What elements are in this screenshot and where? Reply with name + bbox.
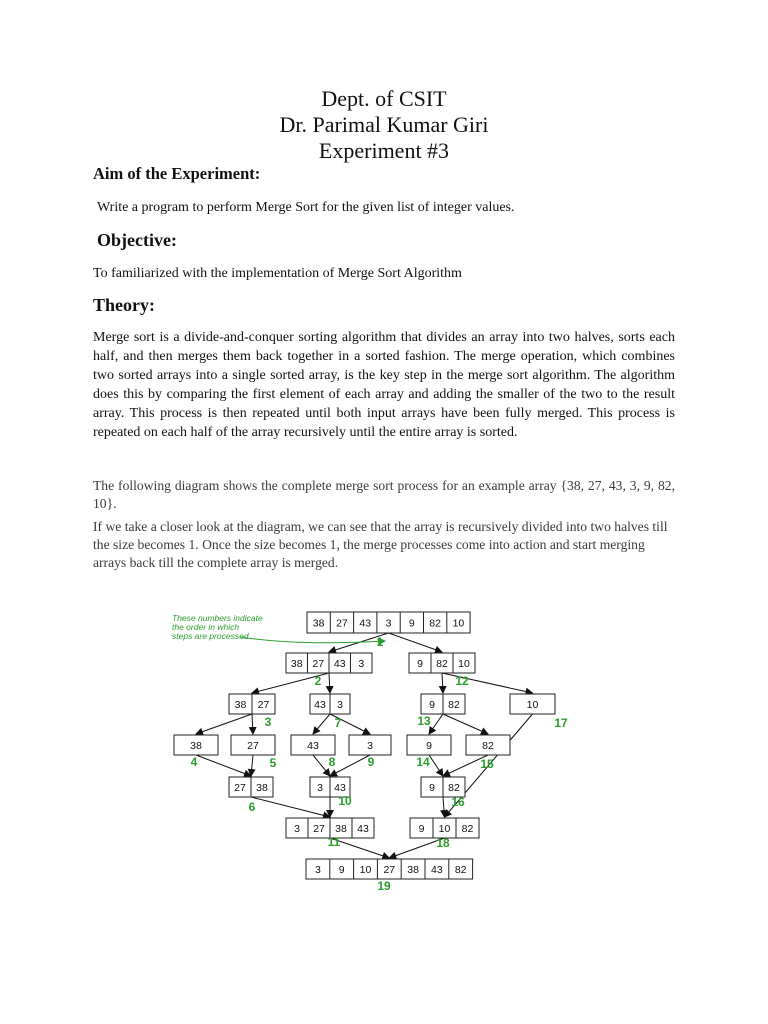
array-cell-value: 10	[452, 617, 465, 630]
step-number-14: 14	[416, 755, 430, 769]
array-cell-value: 9	[429, 699, 435, 711]
array-box-RLL	[407, 735, 451, 755]
array-box-LR	[310, 694, 350, 714]
step-number-8: 8	[328, 755, 336, 769]
diagram-arrow	[329, 673, 330, 693]
array-cell-value: 43	[359, 617, 372, 630]
annotation-line: the order in which	[172, 622, 240, 632]
step-number-2: 2	[314, 674, 322, 688]
array-box-root	[307, 612, 470, 633]
step-number-1: 1	[376, 635, 384, 649]
step-number-13: 13	[417, 714, 431, 728]
diagram-arrow	[443, 797, 445, 817]
annotation-line: steps are processed	[172, 631, 249, 641]
diagram-boxes	[174, 612, 555, 879]
array-cell-value: 27	[383, 864, 396, 876]
array-cell-value: 43	[334, 782, 346, 794]
array-cell-value: 9	[338, 864, 345, 876]
step-number-10: 10	[338, 794, 352, 808]
array-cell-value: 3	[358, 658, 365, 670]
array-cell-value: 43	[333, 658, 346, 670]
array-cell-value: 27	[336, 617, 348, 630]
theory-paragraph: Merge sort is a divide-and-conquer sorting algorithm that divides an array into two halves, sorts each half, and then merges them back together in a sorted fashion. The merge operation, which combines two sorted arrays into a single sorted array, is the key step in the merge sort algorithm. The algorithm does this by comparing the first element of each array and adding the smaller of the two to the result array. This process is then repeated until both input arrays have been fully merged. This process is repeated on each half of the array recursively until the entire array is sorted.	[93, 330, 675, 440]
step-number-7: 7	[334, 716, 342, 730]
objective-text: To familiarized with the implementation of Merge Sort Algorithm	[93, 266, 462, 281]
array-cell-value: 27	[234, 782, 246, 794]
array-cell-value: 27	[313, 823, 325, 835]
step-number-5: 5	[269, 756, 277, 770]
diagram-arrow	[442, 673, 443, 693]
array-cell-value: 38	[312, 617, 325, 630]
diagram-arrow	[196, 755, 251, 776]
array-cell-value: 9	[417, 658, 423, 670]
step-number-4: 4	[190, 755, 198, 769]
array-cell-value: 43	[314, 699, 326, 711]
array-cell-value: 82	[436, 658, 448, 670]
array-cell-value: 38	[256, 782, 268, 794]
annotation-line: These numbers indicate	[172, 613, 263, 623]
array-box-mLL	[229, 777, 273, 797]
array-cell-value: 27	[312, 658, 325, 670]
diagram-arrow	[252, 714, 253, 734]
array-box-RR	[510, 694, 555, 714]
diagram-arrow	[251, 755, 253, 776]
array-box-LRL	[291, 735, 335, 755]
diagram-arrow	[330, 755, 370, 776]
step-number-16: 16	[451, 795, 465, 809]
array-cell-value: 9	[408, 617, 415, 630]
array-cell-value: 43	[307, 740, 319, 752]
array-box-mRL	[421, 777, 465, 797]
author-line: Dr. Parimal Kumar Giri	[279, 112, 489, 137]
department-line: Dept. of CSIT	[321, 86, 447, 111]
closer-look-paragraph: If we take a closer look at the diagram, we can see that the array is recursively divided into two halves till the size becomes 1. Once the size becomes 1, the merge processes come into action and start merging arrays back till the complete array is merged.	[93, 519, 668, 570]
theory-heading: Theory:	[93, 295, 155, 315]
array-cell-value: 82	[461, 823, 474, 835]
diagram-arrow	[443, 714, 488, 734]
array-cell-value: 38	[190, 740, 202, 752]
array-cell-value: 9	[418, 823, 425, 835]
step-number-18: 18	[436, 836, 450, 850]
array-box-mR	[410, 818, 479, 838]
array-cell-value: 3	[317, 782, 323, 794]
step-number-17: 17	[554, 716, 568, 730]
array-cell-value: 10	[438, 823, 451, 835]
array-cell-value: 38	[335, 823, 347, 835]
array-cell-value: 9	[429, 782, 435, 794]
array-cell-value: 3	[385, 617, 392, 630]
annotation-arrow	[240, 637, 385, 643]
array-box-final	[306, 859, 473, 879]
diagram-arrow	[313, 714, 330, 734]
diagram-intro-paragraph: The following diagram shows the complete merge sort process for an example array {38, 27, 43, 3, 9, 82, 10}.	[93, 478, 675, 511]
array-box-RL	[421, 694, 465, 714]
step-number-11: 11	[327, 835, 341, 849]
array-cell-value: 3	[337, 699, 343, 711]
diagram-arrow	[429, 755, 443, 776]
array-cell-value: 82	[482, 740, 494, 752]
array-cell-value: 82	[448, 699, 460, 711]
step-number-9: 9	[367, 755, 375, 769]
array-cell-value: 27	[247, 740, 259, 752]
diagram-arrow	[248, 797, 330, 817]
diagram-arrow	[389, 633, 442, 652]
array-cell-value: 9	[426, 740, 432, 752]
array-box-LL	[229, 694, 275, 714]
array-cell-value: 43	[357, 823, 369, 835]
experiment-title: Experiment #3	[318, 138, 450, 163]
diagram-arrow	[196, 714, 252, 734]
step-number-12: 12	[455, 674, 469, 688]
array-cell-value: 10	[526, 699, 539, 711]
array-cell-value: 10	[458, 658, 470, 670]
diagram-arrow	[429, 714, 443, 734]
array-cell-value: 38	[290, 658, 303, 670]
array-cell-value: 82	[448, 782, 460, 794]
array-cell-value: 10	[359, 864, 372, 876]
array-cell-value: 82	[429, 617, 441, 630]
array-cell-value: 27	[257, 699, 270, 711]
step-number-3: 3	[264, 715, 272, 729]
array-cell-value: 43	[431, 864, 443, 876]
aim-heading: Aim of the Experiment:	[93, 164, 261, 183]
array-box-LRR	[349, 735, 391, 755]
array-cell-value: 3	[294, 823, 300, 835]
array-cell-value: 38	[407, 864, 419, 876]
objective-heading: Objective:	[97, 230, 177, 250]
array-box-L	[286, 653, 372, 673]
array-box-R	[409, 653, 475, 673]
array-box-LLR	[231, 735, 275, 755]
array-box-RLR	[466, 735, 510, 755]
diagram-arrow	[313, 755, 330, 776]
step-number-15: 15	[480, 757, 494, 771]
step-number-6: 6	[248, 800, 256, 814]
aim-text: Write a program to perform Merge Sort for the given list of integer values.	[97, 200, 515, 215]
array-cell-value: 3	[367, 740, 373, 752]
array-cell-value: 3	[314, 864, 321, 876]
array-cell-value: 38	[234, 699, 247, 711]
array-box-LLL	[174, 735, 218, 755]
array-cell-value: 82	[454, 864, 467, 876]
step-number-19: 19	[377, 879, 391, 893]
